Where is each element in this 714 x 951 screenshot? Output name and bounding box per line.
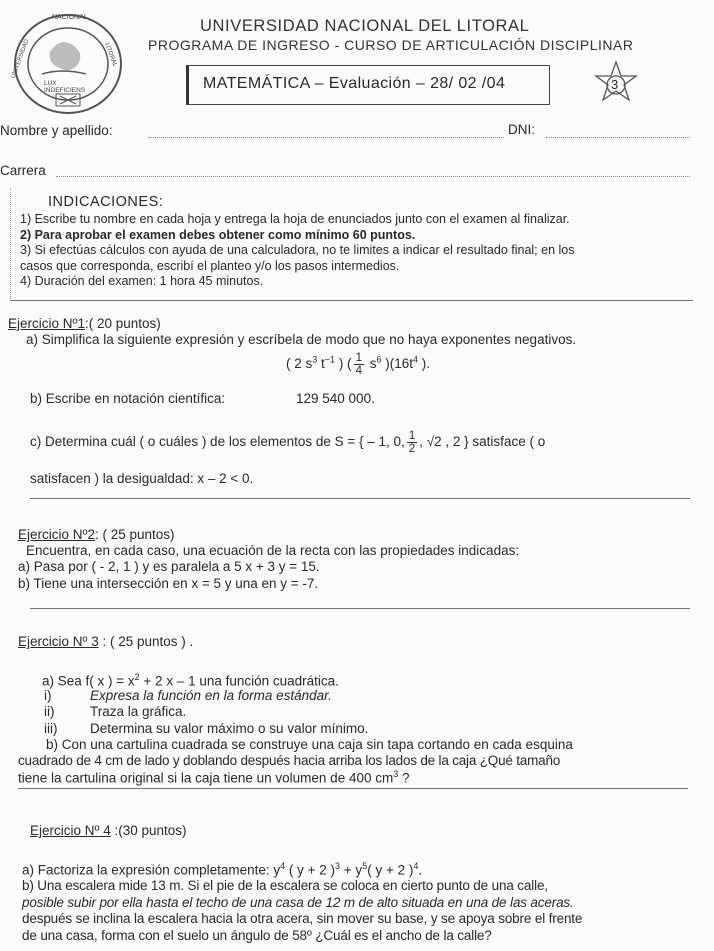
ex4-a	[22, 861, 422, 878]
fraction	[354, 352, 364, 377]
exponent: 6	[376, 354, 382, 365]
ex3-ii-label: ii)	[44, 704, 55, 719]
fraction-denominator: 2	[408, 443, 416, 455]
university-seal	[12, 12, 124, 116]
program-name: PROGRAMA DE INGRESO - CURSO DE ARTICULACIÓN DISCIPLINAR	[148, 37, 634, 53]
instructions-title: INDICACIONES:	[48, 194, 164, 210]
ex2-heading	[18, 527, 175, 542]
seal-text-top: NACIONAL	[52, 14, 88, 21]
name-field[interactable]	[148, 137, 504, 138]
ex4-title: Ejercicio Nº 4	[30, 823, 111, 838]
seal-emblem-icon	[12, 12, 124, 116]
instruction-item: 2) Para aprobar el examen debes obtener como mínimo 60 puntos.	[20, 227, 416, 242]
expr-part: ( 2 s	[286, 356, 313, 372]
exponent: 5	[362, 861, 368, 871]
instruction-item: 4) Duración del examen: 1 hora 45 minutos.	[20, 274, 264, 289]
name-label: Nombre y apellido:	[0, 123, 113, 138]
ex3-a	[42, 672, 339, 689]
expr-part: ).	[418, 356, 431, 372]
ex2-title: Ejercicio Nº2	[18, 527, 95, 542]
ex4-heading	[30, 823, 187, 838]
expr-part: ) (	[335, 356, 352, 372]
ex4-b-line: posible subir por ella hasta el techo de una casa de 12 m de alto situada en una de las aceras.	[22, 894, 574, 910]
ex2-intro: Encuentra, en cada caso, una ecuación de la recta con las propiedades indicadas:	[26, 543, 520, 558]
ex4-b-line: después se inclina la escalera hacia la otra acera, sin mover su base, y se apoya sobre el frente	[22, 911, 583, 926]
ex1-a-expression	[286, 352, 430, 377]
expr-part: t	[317, 356, 325, 372]
ex3-a-text: + 2 x – 1 una función cuadrática.	[139, 673, 339, 689]
expr-part: s	[365, 356, 377, 372]
ex3-b-line1: b) Con una cartulina cuadrada se construye una caja sin tapa cortando en cada esquina	[46, 737, 573, 752]
divider	[30, 608, 690, 609]
ex3-ii: Traza la gráfica.	[90, 704, 187, 719]
exponent: 4	[413, 354, 419, 365]
ex4-b-line: de una casa, forma con el suelo un ángulo de 58º ¿Cuál es el ancho de la calle?	[22, 927, 492, 943]
instructions-list	[20, 212, 575, 290]
exponent: 3	[335, 861, 341, 871]
ex1-a: a) Simplifica la siguiente expresión y escríbela de modo que no haya exponentes negativos.	[26, 332, 577, 347]
fraction-numerator: 1	[355, 352, 362, 364]
ex4-points: :(30 puntos)	[110, 823, 187, 838]
ex3-b-text: ?	[398, 770, 410, 786]
ex1-c	[30, 430, 545, 455]
fraction	[407, 430, 417, 455]
ex3-points: : ( 25 puntos ) .	[98, 634, 194, 649]
ex1-heading	[8, 316, 161, 331]
divider	[18, 788, 688, 789]
exponent: 4	[413, 861, 419, 871]
university-name: UNIVERSIDAD NACIONAL DEL LITORAL	[200, 17, 530, 35]
instruction-item: 3) Si efectúas cálculos con ayuda de una calculadora, no te limites a indicar el resultado final; en los	[20, 243, 575, 258]
exponent: −1	[324, 354, 336, 365]
career-field[interactable]	[56, 176, 690, 177]
ex2-a: a) Pasa por ( - 2, 1 ) y es paralela a 5 x + 3 y = 15.	[18, 559, 320, 574]
career-label: Carrera	[0, 163, 46, 178]
ex1-c-text: c) Determina cuál ( o cuáles ) de los elementos de S = { – 1, 0,	[30, 434, 405, 450]
seal-motto: LUX INDEFICIENS	[44, 80, 86, 94]
ex1-b-label: b) Escribe en notación científica:	[30, 391, 226, 406]
star-badge	[592, 60, 640, 110]
ex1-title: Ejercicio Nº1	[8, 316, 85, 331]
instruction-item: 1) Escribe tu nombre en cada hoja y entrega la hoja de enunciados junto con el examen al finalizar.	[20, 212, 570, 226]
ex4-a-text: + y	[340, 862, 363, 878]
ex4-a-text: a) Factoriza la expresión completamente: y	[22, 862, 281, 878]
ex3-iii: Determina su valor máximo o su valor mínimo.	[90, 721, 369, 736]
exponent: 3	[312, 354, 318, 365]
fraction-numerator: 1	[408, 430, 416, 442]
ex3-heading	[18, 634, 193, 649]
ex4-a-text: ( y + 2 )	[285, 862, 336, 878]
ex2-points: : ( 25 puntos)	[94, 527, 175, 542]
ex1-b-value: 129 540 000.	[296, 391, 375, 406]
ex3-b-line3	[18, 769, 410, 786]
dni-field[interactable]	[546, 137, 690, 138]
exponent: 3	[393, 769, 399, 779]
ex3-b-line2: cuadrado de 4 cm de lado y doblando después hacia arriba los lados de la caja ¿Qué tamaño	[18, 753, 561, 768]
ex2-b: b) Tiene una intersección en x = 5 y una en y = -7.	[18, 576, 319, 591]
ex1-points: :( 20 puntos)	[84, 316, 161, 331]
ex4-a-text: ( y + 2 )	[367, 862, 414, 878]
star-number: 3	[611, 77, 619, 92]
exam-title: MATEMÁTICA – Evaluación – 28/ 02 /04	[203, 75, 506, 92]
dni-label: DNI:	[508, 122, 535, 137]
exponent: 4	[280, 861, 286, 871]
ex3-i: Expresa la función en la forma estándar.	[90, 688, 332, 703]
exam-title-box	[186, 65, 550, 105]
seal-text-right: LITORAL	[103, 42, 118, 68]
instruction-item: casos que corresponda, escribí el planteo y/o los pasos intermedios.	[20, 258, 400, 273]
seal-text-left: UNIVERSIDAD	[10, 38, 31, 80]
ex3-iii-label: iii)	[44, 721, 58, 736]
expr-part: )(16t	[381, 356, 414, 372]
ex4-b-line: b) Una escalera mide 13 m. Si el pie de la escalera se coloca en cierto punto de una calle,	[22, 878, 548, 893]
exponent: 2	[134, 672, 140, 682]
ex4-a-text: .	[418, 862, 423, 878]
ex4-b	[22, 878, 582, 944]
ex3-a-text: a) Sea f( x ) = x	[42, 673, 135, 689]
divider	[30, 498, 690, 499]
fraction-denominator: 4	[355, 365, 362, 377]
ex3-b-text: tiene la cartulina original si la caja tiene un volumen de 400 cm	[18, 770, 394, 786]
ex3-i-label: i)	[44, 688, 52, 703]
ex3-title: Ejercicio Nº 3	[18, 634, 99, 649]
ex1-c-text: , √2 , 2 } satisface ( o	[419, 434, 546, 450]
ex1-c-line2: satisfacen ) la desigualdad: x – 2 < 0.	[30, 471, 254, 486]
